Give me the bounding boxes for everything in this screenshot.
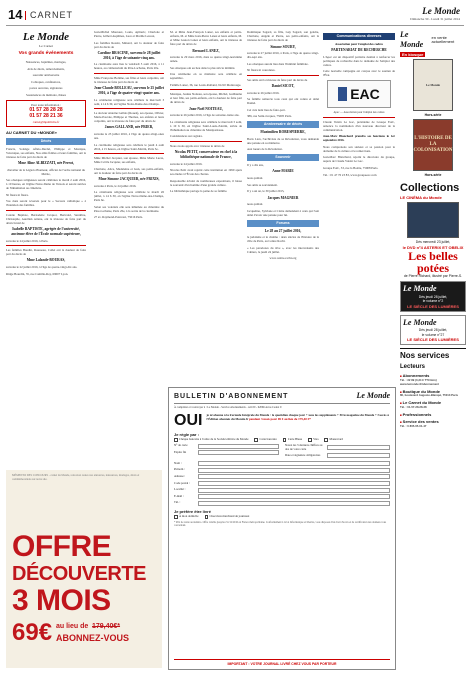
contact-email-link[interactable]: carnet@mpublicite.fr [32, 119, 60, 124]
service-detail: Tél. : 32 89 (0,34 € TTC/min) www.lemonde.fr/abonnement [400, 378, 439, 386]
form-header [174, 391, 390, 404]
contact-box [6, 100, 86, 127]
rail-tagline: en vente actuellement [431, 34, 455, 45]
checkbox[interactable] [174, 515, 178, 519]
notice-address: 386, rue Saint-Jacques, 75005 Paris. [247, 114, 292, 119]
card-fields [174, 442, 390, 460]
service-name: Boutique du Monde [402, 388, 440, 394]
collection-volume: le volume n°27 [421, 332, 445, 337]
notice-text: chevalier de la Légion d'honneur, officier de l'ordre national du Mérite, [6, 167, 86, 176]
notice-text: Responsable éclairé de nombreuses expositions, il laisse le souvenir d'un homme d'une grande culture. [170, 178, 242, 187]
section-title: CARNET [30, 10, 74, 20]
promo-price-lead: au lieu de [56, 623, 89, 630]
signature-row [285, 453, 390, 458]
notice-text: Monique, Jeanne Noiteau, son épouse, Michel, Guillaume et leur fille, ses petits-enfants, ont la douleur de faire part du décès de [170, 92, 242, 105]
delivery-label: Je préfère être livré [174, 508, 211, 514]
service-detail: 80, boulevard Auguste-Blanqui, 75013 Paris [400, 393, 459, 398]
offer-description: je m'abonne à la Formule Intégrale du Monde : le quotidien chaque jour + tous les suppléments + M le magazine du Monde + l'accès à l'Édition abonnés du Monde.fr [206, 413, 389, 422]
payment-option-label: Carte Bleue [287, 437, 303, 442]
service-subscriptions[interactable] [400, 373, 466, 386]
subscription-form [168, 387, 396, 670]
notice-text: Francis, Solange Aflalo-Dardel, Philippe et Monique, Véronique, ses enfants, Nos amis fidèles et leurs familles, ont la tristesse de faire part du décès de [6, 146, 86, 159]
notice-text: Ses obsèques religieuses seront célébrées le mardi 2 août 2016, à 10 heures, en l'église Notre-Dame de Versois et seront suivies de l'inhumation au cimetière. [6, 178, 86, 191]
service-professionals[interactable] [400, 412, 466, 418]
notice-text: survenu le 29 mars 2016, dans sa quatre-vingt-neuvième année. [170, 55, 242, 64]
deceased-name: Maximilien ROBESPIERRE, [260, 130, 306, 135]
right-rail [400, 30, 466, 670]
notice-text: Aux lueurs de la Révolution. [247, 147, 283, 152]
notice-text: Ridge Bourdin, 35, rue Camille-Roy, 69007 Lyon. [6, 271, 69, 276]
promo-price: 69€ [12, 619, 53, 646]
offer-row [174, 413, 390, 429]
phone-number[interactable]: 01 57 28 28 28 [29, 106, 63, 113]
notice-text: Boris Lion, l'archiviste de sa Révolution, vous demande une pensée en sa mémoire. [247, 136, 319, 145]
tel-field[interactable] [198, 501, 390, 506]
promo-line-mois: 3 MOIS [12, 584, 111, 617]
notice-text: Cet avis tient lieu de faire-part. [247, 107, 286, 112]
notice-text: nous quittait. [247, 202, 264, 207]
divider [323, 117, 395, 118]
delivery-option-home[interactable] [174, 515, 199, 519]
signature-input[interactable] [327, 453, 390, 458]
deceased-name: Jean-Noël NOITEAU, [189, 106, 223, 111]
notice-text: survenu le 23 juillet 2016, à l'âge de quatre-vingt-onze ans. [94, 132, 164, 141]
service-name: Le Carnet du Monde [402, 400, 442, 406]
form-legal-note: * Prix de vente au numéro. Offre valable jusqu'au 31/12/2016 en France métropolitaine. Conformément à la loi Informatique et libertés, vous disposez d'un droit d'accès et de rectification des données vous concernant. [174, 520, 387, 528]
code-postal-field[interactable] [198, 481, 390, 486]
deceased-name: Jacques MAGNIER [267, 195, 299, 200]
kiosque-header [400, 30, 466, 51]
notice-text: Jean-Michel Mauroux, Louis, Aymeric, Charlotte et Pierre, Gilbert Auphines, Luce et Marthe Leroux, [94, 30, 164, 39]
dvd-subtitle: Les belles potées [408, 248, 458, 275]
column-3 [170, 30, 242, 360]
notice-text: Les obsèques auront lieu dans l'intimité familiale. [247, 61, 309, 66]
field-label: Prénom : [174, 467, 185, 472]
expiry-input[interactable] [198, 450, 279, 455]
notice-address: 27 av. Raymond-Poincaré, 75016 Paris. [94, 215, 144, 220]
notice-text: survenu le 22 juillet 2016, à l'âge de quatre-vingt-dix ans. [6, 265, 78, 270]
payment-label: Je règle par : [174, 432, 199, 438]
deceased-name: Isabelle BAPTISTE, agrégée de l'université, ancienne élève de l'École normale supérieure, [11, 227, 81, 236]
column-4 [247, 30, 319, 382]
services-title: Nos services [400, 348, 466, 361]
offer-text [206, 413, 390, 421]
anniversary-section-bar: Anniversaire de décès [247, 121, 319, 128]
identity-row [174, 461, 390, 466]
phone-number[interactable]: 01 57 28 21 36 [29, 113, 63, 120]
service-name: Service des ventes [402, 419, 439, 425]
notice-text: Ses amis ont la tristesse de faire part du décès de [247, 77, 308, 82]
deceased-name: Simone SOURY, [270, 44, 296, 49]
collection-date: Dès jeudi 28 juillet, [418, 328, 448, 333]
eac-caption: Apec — Association pour l'emploi des cadres [333, 111, 385, 115]
nom-field[interactable] [198, 461, 390, 466]
field-label: Nom : [174, 460, 182, 465]
notice-text: Nous comprenons son sérieux et sa passion pour le domaine de la culture et le remercions. [323, 144, 395, 153]
crypto-row [285, 444, 390, 452]
event-type: portes ouvertes, signatures [29, 86, 63, 91]
field-label: E-mail : [174, 493, 184, 498]
readers-title: Lecteurs [400, 363, 426, 370]
promo-price-block [12, 620, 162, 650]
notice-text: nous quittait. [247, 176, 264, 181]
form-intro: À compléter et à renvoyer à : Le Monde - Service Abonnements - A1100 - 62066 Arras Cedex 9 [174, 406, 282, 410]
promo-headline [12, 532, 156, 616]
divider [247, 75, 319, 76]
notice-text: Les familles Baudin, Rousseau, Collet ont la douleur de faire part du décès de [6, 247, 86, 256]
dvd-credit: de Pierre Richard, illustré par Pierre-S. [403, 273, 463, 278]
forums-section-bar: Forums [247, 220, 319, 227]
event-type: Naissances, baptêmes, mariages, [25, 60, 67, 65]
divider [6, 245, 86, 246]
divider [170, 89, 242, 90]
deceased-name: Mme Aline ALBIZZATI, née Perrot, [18, 161, 74, 166]
notice-text: Jean-Marc Blanchard prendra ses fonctions le 1er septembre 2016. [323, 134, 395, 143]
association-title: Association pour l'emploi des cadres [334, 41, 383, 46]
service-name: Professionnels [402, 411, 432, 417]
notice-text: survenu le 27 juillet 2016, à Paris, à l'âge de quatre-vingt-dix-sept ans. [247, 51, 319, 60]
communications-section-bar: Communications diverses [323, 33, 395, 40]
oui-label: OUI [174, 412, 203, 430]
notice-text: Vos dons seront reversés pour le « Secours catholique » à l'intention des familles. [6, 199, 86, 208]
collection-date: Dès jeudi 28 juillet, [418, 294, 448, 299]
notice-contact[interactable]: Tél. : 01 47 70 23 83, www.groupeeac.com [323, 172, 377, 177]
notice-text: Ses amis se souviennent. [247, 182, 278, 187]
deceased-name: Jean-Claude BOLLEAU, survenu le 25 juillet 2016, à l'âge de quatre-vingt-quatre ans. [94, 86, 164, 95]
cinema-tag: LE CINÉMA du Monde [400, 195, 442, 201]
rail-logo: Le Monde [403, 317, 437, 327]
notice-text: Il y a dix ans, [247, 162, 264, 167]
adresse-field[interactable] [198, 474, 390, 479]
delivery-option-label: À mon domicile [179, 514, 199, 518]
notice-text: Cette nouvelle campagne est conçue avec le soutien de l'État. [323, 69, 395, 78]
service-shop[interactable] [400, 389, 466, 399]
collections-title: Collections [400, 181, 460, 194]
offer-price-note: pendant 3 mois pour 69 € au lieu de 179,40 €* [249, 417, 311, 422]
deceased-name: Mme Simone JACQUIER, née FRIXIS, [98, 177, 160, 182]
souvenir-section-bar: Souvenir [247, 154, 319, 161]
notice-text: Nous avons appris avec tristesse le décès de [170, 143, 225, 148]
notice-text: survenu à Paris, le 24 juillet 2016. [94, 183, 137, 188]
column-1 [6, 30, 86, 386]
notice-text: Il y a un an, le 30 juillet 2015, [247, 189, 285, 194]
eac-logo-ad [327, 80, 391, 108]
notice-text: La cérémonie religieuse sera célébrée le mercredi 3 août, à 14 h 30, en l'église Notre-Dame-des-Champs. [94, 97, 164, 106]
brand-subtitle: Le Carnet [39, 44, 53, 49]
forum-link[interactable]: www.centre-rachi.org [269, 256, 297, 261]
delivery-option-label: Chez mon marchand de journaux [209, 514, 250, 518]
identity-row [174, 481, 390, 486]
kiosque-badge: En kiosque [402, 51, 424, 57]
event-type: souvenir anniversaire [32, 73, 60, 78]
notice-text: Une cérémonie en sa mémoire sera célébrée en septembre. [170, 72, 242, 81]
dvd-date: Dès mercredi 23 juillet, [415, 240, 451, 245]
cover-caption: Hors-série [424, 173, 442, 178]
promo-line-decouverte: DÉCOUVERTE [12, 563, 146, 585]
divider [6, 210, 86, 211]
notice-text: Sa famille remercie tous ceux qui ont connu et aimé Daniel. [247, 97, 319, 106]
hors-serie-cover[interactable] [413, 119, 453, 171]
brand-title: Vos grands événements [18, 50, 74, 56]
divider [170, 141, 242, 142]
expiry-label: Expire fin [174, 449, 187, 454]
notice-text: survenu le 24 juillet 2016, à Paris. [6, 238, 49, 243]
deceased-name: Daniel SICOT, [271, 84, 295, 89]
cover-title: Le Monde [426, 82, 440, 87]
masthead-logo: Le Monde [422, 6, 460, 16]
notice-text: Colette Baptiste, Bernadette Jacquot, Bertrand, Sandrine, Christophe, Aurélien Ariane, ont la tristesse de faire part du décès brutal de [6, 212, 86, 225]
field-label: Code postal : [174, 480, 190, 485]
forum-text: le judaïsme et le cinéma : deux siècles de l'histoire de la ville de Paris, au Centre Rachi. [247, 235, 319, 244]
field-label: Tél. : [174, 500, 181, 505]
localite-field[interactable] [198, 488, 390, 493]
delivery-option-newsstand[interactable] [205, 515, 250, 519]
notice-text: survenu le 26 juillet 2016, à l'âge de soixante-treize ans. [170, 113, 240, 118]
rail-logo: Le Monde [403, 284, 437, 294]
dvd-cover[interactable] [407, 202, 459, 238]
collection-title: LE SIÈCLE DES LUMIÈRES [407, 336, 459, 342]
deceased-name: Anne MARIE [272, 169, 294, 174]
collection-box[interactable] [400, 281, 466, 311]
dvd-title: le DVD n°4 ASTERIX ET OBELIX [402, 244, 464, 250]
notice-text: Condoléances sur registre. [170, 134, 203, 139]
page-header [6, 4, 464, 26]
service-detail: Tél. : 0 805-05-01-47 [400, 424, 427, 429]
carnet-brand [6, 30, 86, 57]
form-logo: Le Monde [356, 391, 390, 400]
form-title: BULLETIN D'ABONNEMENT [174, 392, 289, 400]
collection-box[interactable] [400, 315, 466, 345]
email-field[interactable] [198, 494, 390, 499]
collections-block[interactable] [400, 181, 466, 279]
notice-text: Ni fleurs ni fleurs. [6, 192, 29, 197]
eac-logo-icon [338, 87, 347, 101]
column-5 [323, 30, 395, 425]
delivery-options [174, 515, 390, 519]
deceased-name: Caroline BRACINE, survenu le 28 juillet 2016, à l'âge de soixante-cinq ans. [97, 51, 161, 60]
notice-text: L'Apec est un dispositif paritaire destiné à renforcer les politiques de recherche dans le domaine de l'emploi des cadres. [323, 54, 395, 67]
deceased-name: Mme Lalande-BOURAS, [26, 258, 66, 263]
collection-volume: le volume n°2 [422, 299, 444, 304]
event-type: Soutenances de mémoire, thèses [25, 92, 67, 97]
notice-text: La bibliothèque partage la peine de sa famille. [170, 189, 228, 194]
notice-text: Les familles Rossin, Ménard, ont la douleur de faire part du décès de [94, 40, 164, 49]
contact-caption: Pour toute information : [31, 102, 61, 107]
field-label: Localité : [174, 487, 186, 492]
deceased-name: James GALLAND, née PRIER, [104, 125, 154, 130]
notice-text: La cérémonie religieuse sera célébrée le jeudi 4 août 2016, à 15 heures, en l'église Saint-Martin, Paris 3e. [94, 142, 164, 151]
divider [94, 153, 164, 154]
deces-section-bar: Décès [6, 138, 86, 145]
service-sales[interactable] [400, 419, 466, 429]
notice-address: Groupe EAC, 33, rue la Boétie, 75008 Paris. [323, 166, 379, 170]
divider [94, 108, 164, 109]
notice-text: M. et Mme Jean-François Lanez, ses enfants et petits-enfants, M. et Mme Jean-Pierre Lanez et leurs enfants, M. et Mme Gaston Lanez et leurs enfants, ont la tristesse de faire part du décès de [170, 30, 242, 47]
identity-row [174, 488, 390, 493]
service-detail: Tél. : 01-57-28-28-28 [400, 404, 427, 409]
notice-text: Charlotte, Alice, Madeleine et Jean, ses petits-enfants, ont la douleur de faire part du décès de [94, 166, 164, 175]
identity-row [174, 474, 390, 479]
promo-clip-text [6, 470, 162, 534]
deceased-name: Nicolas PETIT, conservateur en chef à la bibliothèque nationale de France, [174, 150, 238, 159]
deceased-name: Bernard LANEZ, [192, 48, 220, 53]
notice-text: Jacqueline, Sylviane et Claire demandent à ceux qui l'ont aimé d'avoir une pensée pour lui. [247, 208, 319, 217]
cover-caption: Hors-série [424, 112, 442, 117]
notice-text: Claude Voisin Le Gac, présidente de Groupe EAC, annonce la nomination d'un nouveau directeur de la communication. [323, 119, 395, 132]
payment-option-label: Mastercard [329, 437, 343, 442]
notice-text: Ni fleurs ni couronnes. [247, 68, 276, 73]
notice-text: Ses obsèques ont eu lieu dans la plus stricte intimité. [170, 65, 236, 70]
prenom-field[interactable] [198, 468, 390, 473]
payment-option-label: Chèque bancaire à l'ordre de la Société éditrice du Monde [179, 437, 249, 442]
crypto-label: Notez les 3 derniers chiffres au dos de votre carte [285, 442, 323, 451]
cover-title: L'HISTOIRE DE LA COLONISATION [413, 136, 453, 154]
notice-text: survenu le 26 juillet 2016. [247, 90, 280, 95]
notice-text: La cérémonie religieuse sera célébrée le mardi 26 juillet, à 14 h 30, en l'église Notre-Dame-des-Champs, Paris 6e. [94, 190, 164, 203]
forum-title: Le 28 au 27 juillet 2016, [264, 228, 302, 233]
forum-text: « Les paradoxes du rêve », avec les intervenants des Cahiers, le jeudi 24 juillet. [247, 245, 319, 254]
collection-title: LE SIÈCLE DES LUMIÈRES [407, 303, 459, 309]
notice-text: La cérémonie religieuse sera célébrée le mercredi 3 août, à 10 h 30, en l'église Saint-Louis-d'Antin, suivie de l'inhumation au cimetière de Montparnasse. [170, 119, 242, 132]
payment-option-label: Visa [313, 437, 319, 442]
notice-text: La cérémonie aura lieu le vendredi 5 août 2016, à 11 heures, au crématorium du Père-Lachaise, Paris 20e. [94, 62, 164, 71]
notice-text: Le docteur Antoine Gallais (Rouen), ses épouse, Olivier, Marie-Pascale, Philippe et Thomas, ses enfants et leurs conjoints, ont la tristesse de faire part du décès de [94, 110, 164, 123]
field-label: Adresse : [174, 473, 186, 478]
event-type: Avis de décès, remerciements, [27, 66, 65, 71]
partnership-title: PARTENARIAT DE RECHERCHE [331, 48, 387, 53]
notice-text: Dominique Sagard, sa fille, Guy Sagard, son gendre, Charlotte, Angèle et Pierre, ses petits-enfants, ont la tristesse de faire part du décès de [247, 30, 319, 43]
identity-row [174, 468, 390, 473]
eac-logo: EAC [350, 86, 380, 103]
notice-text: Jean-Marc Blanchard, rejoint le directoire du groupe, auprès de Claude Voisin Le Gac. [323, 155, 395, 164]
expiry-row [174, 450, 279, 455]
issue-date: Dimanche 30 - Lundi 31 juillet 2014 [410, 17, 460, 21]
service-carnet[interactable] [400, 400, 466, 410]
announce-heading: AU CARNET DU «MONDE» [6, 129, 57, 135]
notice-text: Nicolas Petit avait rejoint cette institution en 1990 après ses études à l'École des chartes. [170, 168, 242, 177]
payment-option-label: Carte bancaire [259, 437, 277, 442]
hors-serie-cover[interactable] [413, 59, 453, 111]
notice-text: Mme Françoise Bollène, ses filles et leurs conjoints, ont la tristesse de faire part du décès de [94, 75, 164, 84]
signature-label: Date et signature obligatoires [285, 452, 321, 457]
card-number-label: N° de carte [174, 443, 188, 448]
event-type: Colloques, conférences, [31, 79, 61, 84]
divider [94, 73, 164, 74]
crypto-input[interactable] [327, 445, 390, 450]
form-footer: IMPORTANT : VOTRE JOURNAL LIVRÉ CHEZ VOUS PAR PORTEUR [174, 659, 390, 666]
notice-text: Selon ses volontés elle sera inhumée au cimetière du Père-Lachaise, Paris 20e, à la sortie de la cérémonie. [94, 204, 164, 213]
card-number-row [174, 444, 279, 449]
notice-text: survenu le 24 juillet 2016. [170, 161, 203, 166]
subscription-promo[interactable] [6, 470, 162, 668]
column-2 [94, 30, 164, 390]
service-name: Abonnements [402, 373, 430, 379]
card-number-input[interactable] [198, 444, 279, 449]
brand-logo: Le Monde [22, 31, 70, 43]
notice-address: Famille Lanez, 36, rue Louis-Rolland, 91210 Montrouge. [170, 82, 242, 87]
checkbox[interactable] [205, 515, 209, 519]
page-number: 14 [8, 7, 23, 22]
promo-line-offre: OFFRE [12, 530, 112, 563]
notice-text: Mme Michel Jacquier, son épouse, Mme Marie Lucas, Mme Cécile Jacquier, ses enfants, [94, 156, 164, 165]
promo-small-text: MÉMENTO DES CONCOURS - carnet du Monde, retrouvez toutes nos annonces, naissances, mariages, décès et commémorations sur notre site. [12, 474, 140, 481]
kiosque-block[interactable] [400, 30, 466, 178]
rail-logo: Le Monde [400, 30, 424, 50]
identity-row [174, 494, 390, 499]
subscribe-cta[interactable]: ABONNEZ-VOUS [56, 633, 130, 643]
promo-old-price: 179,40€* [92, 623, 121, 630]
identity-row [174, 501, 390, 506]
